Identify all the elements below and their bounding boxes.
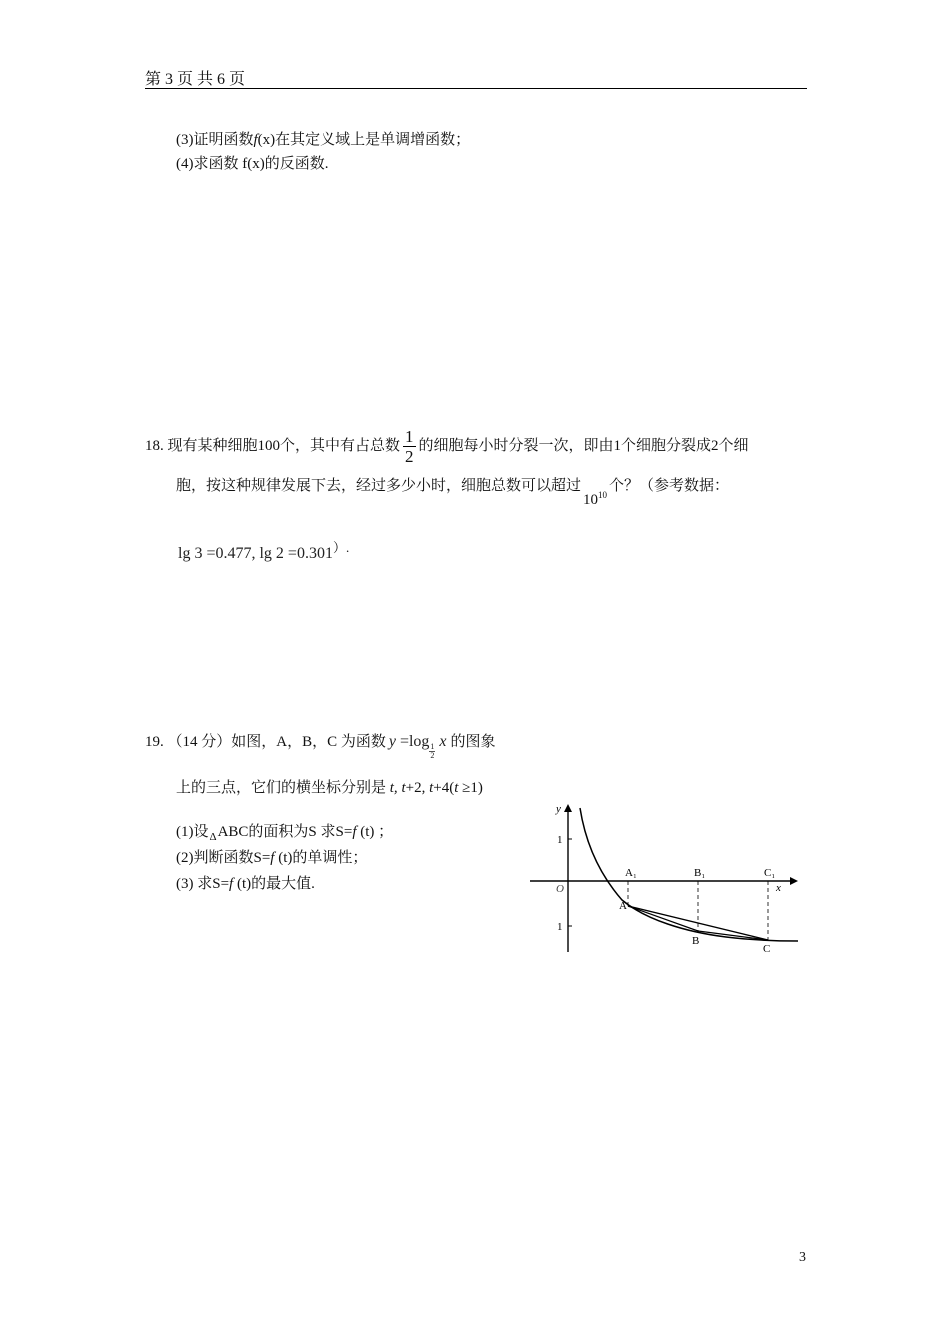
tick-upper-label: 1 bbox=[557, 834, 563, 846]
page-header: 第 3 页 共 6 页 bbox=[145, 71, 246, 88]
q19-part1-arg: (t) bbox=[356, 824, 375, 840]
q19-part2-prefix: (2)判断函数S= bbox=[176, 850, 271, 866]
q17-part3-f: f bbox=[253, 132, 258, 148]
q18-power bbox=[583, 485, 607, 510]
q19-line1-prefix: 19. （14 分）如图，A，B，C 为函数 bbox=[145, 734, 386, 750]
q17-part4: (4)求函数 f(x)的反函数. bbox=[176, 156, 329, 172]
q18-line2-prefix: 胞，按这种规律发展下去，经过多少小时，细胞总数可以超过 bbox=[176, 478, 582, 494]
q19-line1 bbox=[145, 732, 496, 760]
y-axis-arrow bbox=[564, 804, 572, 812]
q19-part1-mid: ABC的面积为S 求S= bbox=[217, 824, 353, 840]
q19-log-base-num: 1 bbox=[430, 742, 435, 751]
q19-part1-triangle: Δ bbox=[209, 831, 217, 843]
q19-part1-prefix: (1)设 bbox=[176, 824, 209, 840]
q18-fraction bbox=[403, 427, 416, 466]
segment-ab bbox=[628, 906, 698, 931]
q17-part3-suffix: 在其定义域上是单调增函数； bbox=[275, 132, 471, 148]
q19-p4: +4( bbox=[433, 780, 455, 796]
q18-line3 bbox=[178, 537, 349, 563]
q18-line2 bbox=[176, 476, 729, 510]
q18-frac-den: 2 bbox=[405, 447, 414, 467]
q19-t: t, bbox=[389, 780, 398, 796]
label-b: B bbox=[692, 935, 700, 947]
q18-line2-suffix: 个？（参考数据： bbox=[609, 478, 730, 494]
q19-part1-end: ； bbox=[378, 824, 394, 840]
q17-part3 bbox=[176, 130, 470, 150]
q19-part3-prefix: (3) 求S= bbox=[176, 876, 230, 892]
q19-part2-f: f bbox=[270, 850, 275, 866]
label-c: C bbox=[763, 943, 771, 955]
q19-log-base bbox=[429, 743, 435, 760]
q19-log-base-den: 2 bbox=[430, 751, 435, 760]
q19-ge: ≥1) bbox=[458, 780, 483, 796]
label-b1: B₁ bbox=[694, 867, 706, 879]
q19-part2-suffix: (t)的单调性； bbox=[274, 850, 368, 866]
q19-line1-suffix: 的图象 bbox=[450, 734, 496, 750]
y-axis-label: y bbox=[556, 803, 561, 815]
segment-bc bbox=[698, 931, 768, 940]
q17-part3-arg: (x) bbox=[257, 132, 276, 148]
q19-p2: +2, bbox=[405, 780, 426, 796]
q19-func-eq: =log bbox=[395, 733, 430, 750]
x-axis-arrow bbox=[790, 877, 798, 885]
q19-t5: t bbox=[454, 780, 459, 796]
q18-line1-prefix: 18. 现有某种细胞100个，其中有占总数 bbox=[145, 438, 401, 454]
q19-func-y: y bbox=[388, 733, 396, 750]
tick-lower-label: 1 bbox=[557, 921, 563, 933]
q19-part1 bbox=[176, 822, 393, 847]
label-a: A bbox=[619, 900, 627, 912]
page-number: 3 bbox=[799, 1250, 806, 1265]
q17-part3-prefix: (3)证明函数 bbox=[176, 132, 254, 148]
q18-line1-suffix: 的细胞每小时分裂一次，即由1个细胞分裂成2个细 bbox=[418, 438, 749, 454]
q19-part3-suffix: (t)的最大值. bbox=[233, 876, 315, 892]
q19-line2 bbox=[176, 778, 483, 798]
q19-part1-f: f bbox=[352, 824, 357, 840]
q19-function bbox=[388, 733, 447, 760]
q19-line2-prefix: 上的三点，它们的横坐标分别是 bbox=[176, 780, 387, 796]
q18-line3-suffix: ）. bbox=[332, 540, 350, 555]
q18-power-exp: 10 bbox=[598, 490, 608, 500]
q18-power-base: 10 bbox=[583, 492, 599, 508]
q19-part3-f: f bbox=[229, 876, 234, 892]
label-a1: A₁ bbox=[625, 867, 637, 879]
q19-part3 bbox=[176, 874, 315, 894]
q18-frac-num: 1 bbox=[405, 427, 414, 447]
q19-t2: t bbox=[401, 780, 406, 796]
label-c1: C₁ bbox=[764, 867, 776, 879]
q19-t4: t bbox=[429, 780, 434, 796]
q18-reference-data: lg 3 =0.477, lg 2 =0.301 bbox=[178, 545, 333, 562]
q19-part2 bbox=[176, 848, 367, 868]
q19-func-x: x bbox=[439, 733, 447, 750]
q19-figure bbox=[526, 796, 806, 958]
q18-line1 bbox=[145, 426, 749, 466]
x-axis-label: x bbox=[776, 882, 781, 894]
header-rule bbox=[145, 88, 807, 89]
origin-label: O bbox=[556, 883, 564, 895]
